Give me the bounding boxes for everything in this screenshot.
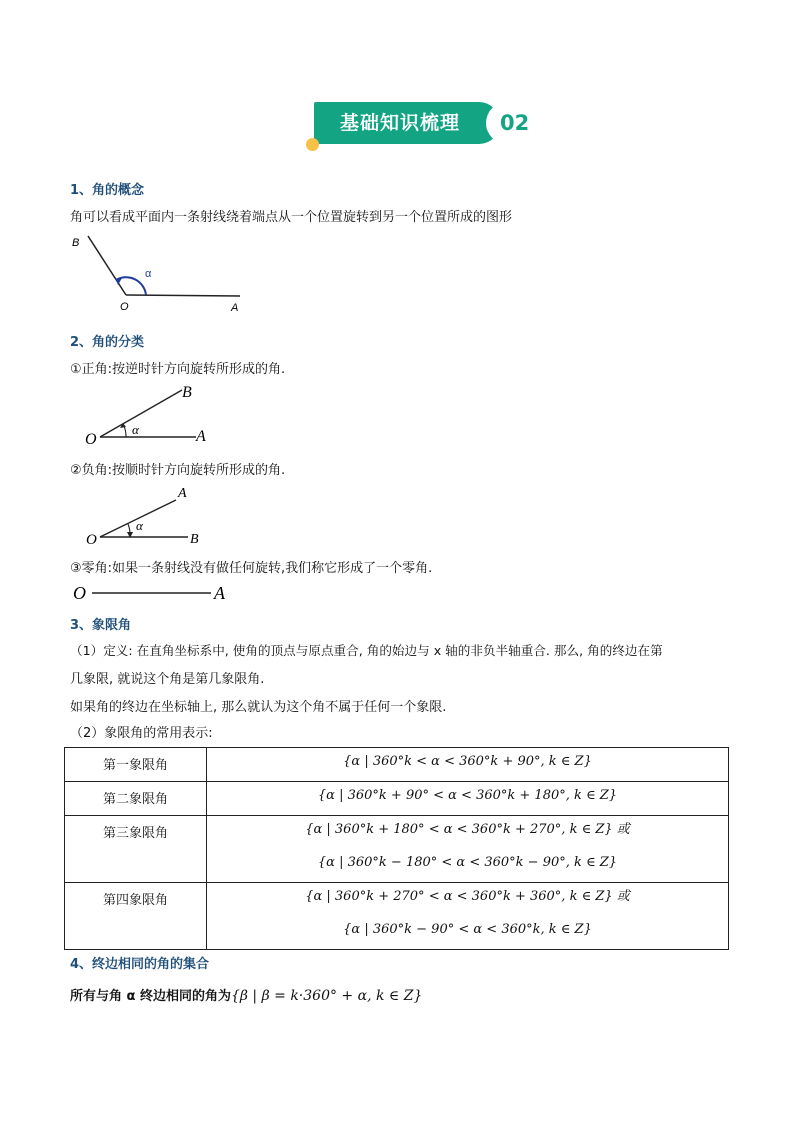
quadrant-name: 第一象限角 xyxy=(65,748,207,782)
table-caption: （2）象限角的常用表示: xyxy=(70,726,213,741)
table-row xyxy=(65,782,729,816)
label-b: B xyxy=(72,237,80,249)
section1-text: 角可以看成平面内一条射线绕着端点从一个位置旋转到另一个位置所成的图形 xyxy=(70,210,513,225)
table-row xyxy=(65,883,729,950)
banner-dot-decoration xyxy=(306,138,319,151)
section3-heading: 3、象限角 xyxy=(70,618,132,633)
definition-line-2: 几象限, 就说这个角是第几象限角. xyxy=(70,672,265,687)
label-o: O xyxy=(85,431,97,448)
quadrant-name: 第三象限角 xyxy=(65,816,207,883)
section1-heading: 1、角的概念 xyxy=(70,183,145,198)
banner-number: 02 xyxy=(500,111,530,135)
table-row xyxy=(65,748,729,782)
label-alpha: α xyxy=(145,268,152,280)
axis-note: 如果角的终边在坐标轴上, 那么就认为这个角不属于任何一个象限. xyxy=(70,700,447,715)
section4-heading: 4、终边相同的角的集合 xyxy=(70,957,210,972)
table-row xyxy=(65,816,729,883)
label-b: B xyxy=(182,384,192,401)
label-a: A xyxy=(178,486,187,501)
ray-ob xyxy=(88,236,126,295)
quadrant-angle-table xyxy=(64,747,729,950)
quadrant-expression: {α | 360°k − 90° < α < 360°k, k ∈ Z} xyxy=(343,922,592,937)
label-o: O xyxy=(120,301,129,313)
banner-title: 基础知识梳理 xyxy=(339,112,460,134)
quadrant-expression: {α | 360°k − 180° < α < 360°k − 90°, k ∈ Z} xyxy=(317,855,618,870)
zero-angle-figure xyxy=(70,578,240,608)
coterminal-text xyxy=(70,985,422,1004)
zero-angle-text: ③零角:如果一条射线没有做任何旋转,我们称它形成了一个零角. xyxy=(70,561,433,576)
angle-concept-figure xyxy=(60,230,260,315)
label-a: A xyxy=(214,583,225,603)
label-a: A xyxy=(231,302,239,314)
label-alpha: α xyxy=(136,518,143,533)
quadrant-name: 第二象限角 xyxy=(65,782,207,816)
label-b: B xyxy=(190,532,199,547)
coterminal-label: 所有与角 α 终边相同的角为 xyxy=(70,989,231,1004)
label-o: O xyxy=(86,532,97,548)
quadrant-expression: {α | 360°k + 270° < α < 360°k + 360°, k ∈ Z} 或 xyxy=(305,889,630,904)
coterminal-formula: {β | β = k·360° + α, k ∈ Z} xyxy=(230,988,423,1004)
ray-oa xyxy=(126,295,240,296)
positive-angle-figure xyxy=(80,378,240,448)
quadrant-name: 第四象限角 xyxy=(65,883,207,950)
negative-angle-figure xyxy=(80,480,240,550)
quadrant-expression: {α | 360°k + 180° < α < 360°k + 270°, k ∈ Z} 或 xyxy=(305,822,630,837)
positive-angle-text: ①正角:按逆时针方向旋转所形成的角. xyxy=(70,362,286,377)
ray-ob xyxy=(100,390,182,437)
definition-line-1: （1）定义: 在直角坐标系中, 使角的顶点与原点重合, 角的始边与 x 轴的非负半轴重合. 那么, 角的终边在第 xyxy=(70,643,663,658)
quadrant-expression: {α | 360°k + 90° < α < 360°k + 180°, k ∈ Z} xyxy=(317,788,618,803)
label-alpha: α xyxy=(132,422,139,437)
quadrant-expression: {α | 360°k < α < 360°k + 90°, k ∈ Z} xyxy=(343,754,592,769)
label-a: A xyxy=(196,428,206,445)
section2-heading: 2、角的分类 xyxy=(70,335,145,350)
label-o: O xyxy=(73,583,86,603)
negative-angle-text: ②负角:按顺时针方向旋转所形成的角. xyxy=(70,463,286,478)
